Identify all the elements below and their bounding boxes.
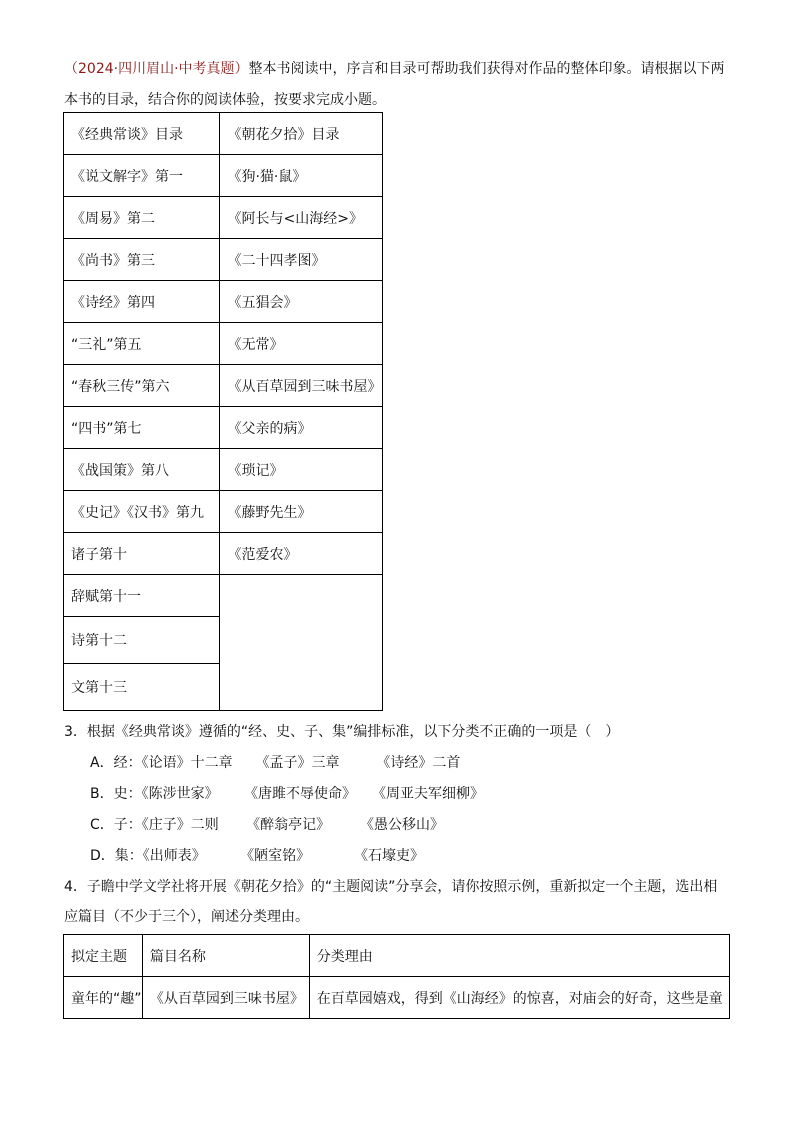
toc-cell-right: 《无常》 bbox=[220, 323, 383, 365]
table-row bbox=[64, 323, 383, 365]
toc-cell-right: 《范爱农》 bbox=[220, 533, 383, 575]
toc-cell-left: 辞赋第十一 bbox=[64, 575, 220, 617]
table-row bbox=[64, 977, 730, 1019]
table-row bbox=[64, 491, 383, 533]
toc-cell-right: 《阿长与<山海经>》 bbox=[220, 197, 383, 239]
q3-option-c[interactable]: C．子：《庄子》二则 《醉翁亭记》 《愚公移山》 bbox=[90, 817, 445, 833]
toc-cell-left: 《诗经》第四 bbox=[64, 281, 220, 323]
table-row bbox=[64, 197, 383, 239]
toc-cell-right: 《二十四孝图》 bbox=[220, 239, 383, 281]
intro-line1: 整本书阅读中，序言和目录可帮助我们获得对作品的整体印象。请根据以下两 bbox=[248, 61, 725, 77]
q4-cell-theme: 童年的“趣” bbox=[64, 977, 143, 1019]
toc-cell-left: 《尚书》第三 bbox=[64, 239, 220, 281]
toc-table bbox=[63, 112, 383, 711]
toc-cell-right: 《藤野先生》 bbox=[220, 491, 383, 533]
table-row bbox=[64, 239, 383, 281]
toc-cell-left: 文第十三 bbox=[64, 664, 220, 711]
q4-stem-line1: 4．子瞻中学文学社将开展《朝花夕拾》的“主题阅读”分享会，请你按照示例，重新拟定一个主题，选出相 bbox=[64, 879, 718, 895]
q3-option-d[interactable]: D．集：《出师表》 《陋室铭》 《石壕吏》 bbox=[90, 848, 425, 864]
q3-option-a[interactable]: A．经：《论语》十二章 《孟子》三章 《诗经》二首 bbox=[90, 755, 461, 771]
toc-cell-right: 《五猖会》 bbox=[220, 281, 383, 323]
intro-paragraph bbox=[64, 54, 732, 116]
toc-cell-left: 《史记》《汉书》第九 bbox=[64, 491, 220, 533]
toc-cell-right: 《父亲的病》 bbox=[220, 407, 383, 449]
toc-cell-left: “三礼”第五 bbox=[64, 323, 220, 365]
q4-cell-reason: 在百草园嬉戏，得到《山海经》的惊喜，对庙会的好奇，这些是童 bbox=[309, 977, 729, 1019]
toc-cell-right: 《狗·猫·鼠》 bbox=[220, 155, 383, 197]
toc-cell-left: 《战国策》第八 bbox=[64, 449, 220, 491]
toc-cell-left: “春秋三传”第六 bbox=[64, 365, 220, 407]
toc-cell-left: 《说文解字》第一 bbox=[64, 155, 220, 197]
intro-line2: 本书的目录，结合你的阅读体验，按要求完成小题。 bbox=[64, 92, 386, 108]
table-row bbox=[64, 155, 383, 197]
table-row bbox=[64, 935, 730, 977]
q3-option-b[interactable]: B．史：《陈涉世家》 《唐雎不辱使命》 《周亚夫军细柳》 bbox=[90, 786, 484, 802]
toc-cell-right: 《从百草园到三味书屋》 bbox=[220, 365, 383, 407]
table-row bbox=[64, 113, 383, 155]
table-row bbox=[64, 407, 383, 449]
table-row bbox=[64, 449, 383, 491]
table-row bbox=[64, 533, 383, 575]
toc-cell-left: 诗第十二 bbox=[64, 617, 220, 664]
toc-cell-right: 《琐记》 bbox=[220, 449, 383, 491]
toc-cell-left: 诸子第十 bbox=[64, 533, 220, 575]
q4-header-titles: 篇目名称 bbox=[142, 935, 309, 977]
q3-stem: 3．根据《经典常谈》遵循的“经、史、子、集”编排标准，以下分类不正确的一项是（ ） bbox=[64, 724, 620, 740]
toc-cell-left: “四书”第七 bbox=[64, 407, 220, 449]
table-row bbox=[64, 575, 383, 617]
table-row bbox=[64, 281, 383, 323]
table-row bbox=[64, 365, 383, 407]
q4-stem-line2: 应篇目（不少于三个），阐述分类理由。 bbox=[64, 909, 309, 925]
toc-header-right: 《朝花夕拾》目录 bbox=[220, 113, 383, 155]
toc-cell-left: 《周易》第二 bbox=[64, 197, 220, 239]
toc-empty-cell bbox=[220, 575, 383, 711]
q4-header-reason: 分类理由 bbox=[309, 935, 729, 977]
source-tag: （2024·四川眉山·中考真题） bbox=[64, 61, 249, 77]
q4-header-theme: 拟定主题 bbox=[64, 935, 143, 977]
q4-cell-titles: 《从百草园到三味书屋》 bbox=[142, 977, 309, 1019]
toc-header-left: 《经典常谈》目录 bbox=[64, 113, 220, 155]
q4-table bbox=[63, 934, 730, 1019]
